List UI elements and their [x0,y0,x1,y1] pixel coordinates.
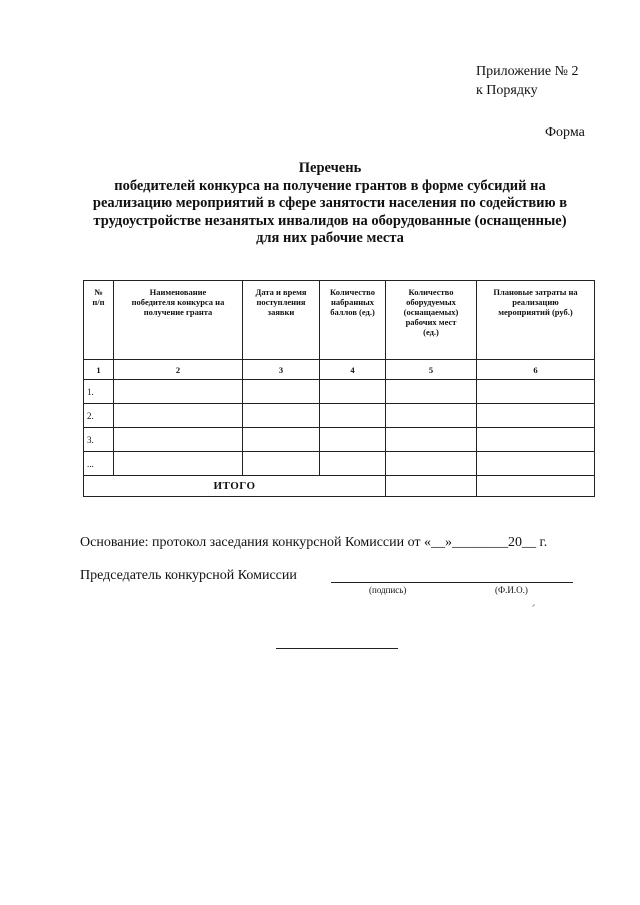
row-number: 2. [84,404,114,428]
header-number: № п/п [84,281,114,360]
header-workplaces: Количество оборудуемых (оснащаемых) рабочих мест (ед.) [386,281,477,360]
table-row [84,428,595,452]
table-cell [386,404,477,428]
total-row [84,476,595,497]
table-cell [243,452,320,476]
column-number: 5 [386,360,477,380]
table-cell [114,428,243,452]
appendix-line-1: Приложение № 2 [476,64,579,79]
stray-mark [532,604,535,607]
header-date-time: Дата и время поступления заявки [243,281,320,360]
appendix-reference [476,62,579,100]
table-cell [243,380,320,404]
header-points: Количество набранных баллов (ед.) [320,281,386,360]
table-cell [320,404,386,428]
table-cell [243,428,320,452]
chair-label: Председатель конкурсной Комиссии [80,568,297,583]
row-number: 1. [84,380,114,404]
table-cell [243,404,320,428]
name-caption: (Ф.И.О.) [495,585,528,595]
appendix-line-2: к Порядку [476,83,538,98]
table-cell [320,428,386,452]
title-line-5: для них рабочие места [256,230,404,246]
table-cell [320,452,386,476]
table-cell [386,428,477,452]
header-planned-costs: Плановые затраты на реализацию мероприятий (руб.) [477,281,595,360]
table-cell [320,380,386,404]
table-cell [386,452,477,476]
form-label: Форма [545,125,585,140]
total-cell [477,476,595,497]
table-row [84,452,595,476]
column-number: 3 [243,360,320,380]
column-number: 2 [114,360,243,380]
table-cell [477,380,595,404]
title-line-2: победителей конкурса на получение грантов в форме субсидий на [114,177,546,194]
row-number: 3. [84,428,114,452]
table-cell [114,380,243,404]
column-number: 6 [477,360,595,380]
signature-line [331,582,573,583]
table-cell [477,428,595,452]
table-cell [114,404,243,428]
column-number: 4 [320,360,386,380]
table-row [84,404,595,428]
title-line-4: трудоустройстве незанятых инвалидов на оборудованные (оснащенные) [93,212,567,229]
header-winner-name: Наименование победителя конкурса на получение гранта [114,281,243,360]
total-cell [386,476,477,497]
winners-table [83,280,595,497]
signature-caption: (подпись) [369,585,407,595]
table-row [84,380,595,404]
row-number: ... [84,452,114,476]
table-cell [114,452,243,476]
document-title [60,160,600,248]
table-cell [386,380,477,404]
table-cell [477,452,595,476]
title-line-1: Перечень [298,160,362,176]
table-cell [477,404,595,428]
column-number: 1 [84,360,114,380]
title-line-3: реализацию мероприятий в сфере занятости населения по содействию в [92,195,568,211]
end-divider [276,648,398,649]
column-number-row [84,360,595,380]
table-header-row [84,281,595,360]
basis-line: Основание: протокол заседания конкурсной Комиссии от «__»________20__ г. [80,535,548,550]
total-label: ИТОГО [84,476,386,497]
